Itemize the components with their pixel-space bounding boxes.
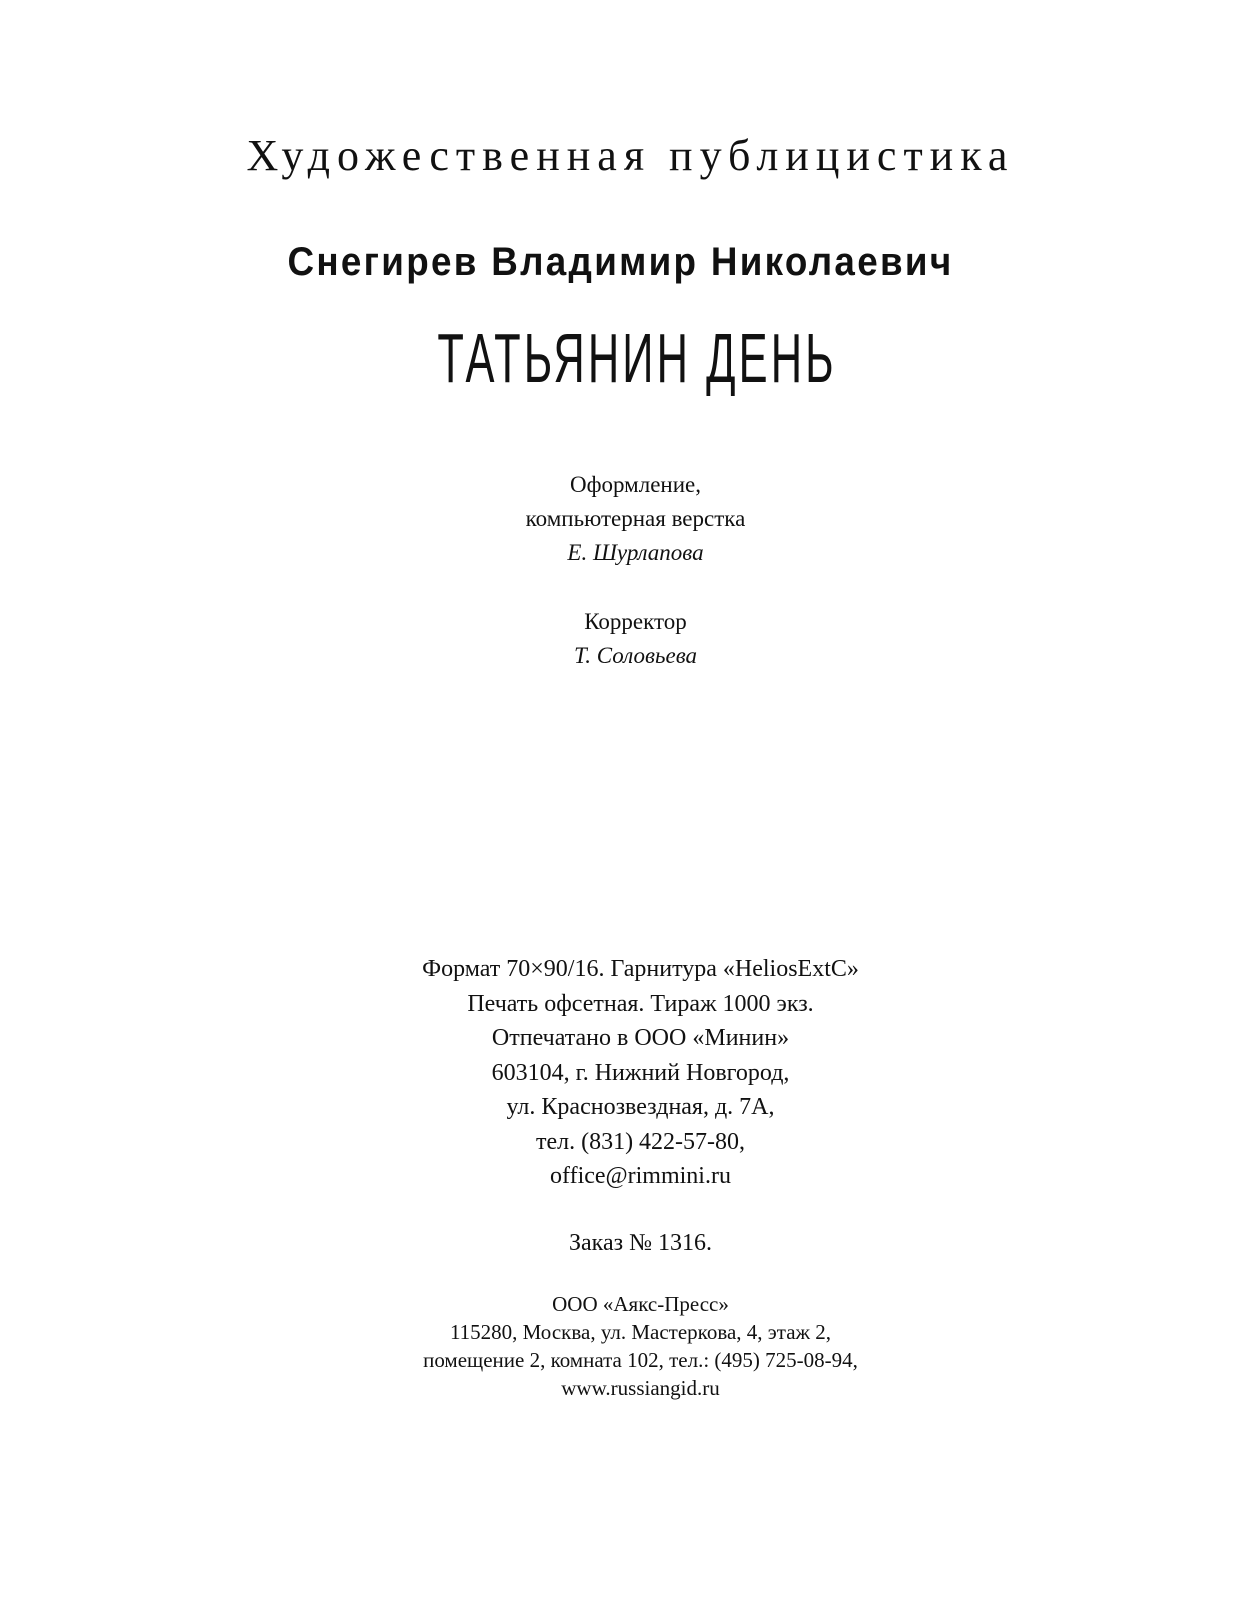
- design-label-line2: компьютерная верстка: [525, 506, 746, 531]
- corrector-credits: [0, 605, 1241, 673]
- book-title: ТАТЬЯНИН ДЕНЬ: [437, 319, 837, 397]
- order-number: [0, 1226, 1241, 1261]
- imprint-street: ул. Краснозвездная, д. 7А,: [506, 1094, 775, 1120]
- imprint-print: Печать офсетная. Тираж 1000 экз.: [467, 990, 814, 1017]
- series-title: Художественная публицистика: [246, 131, 1015, 180]
- imprint-printer: Отпечатано в ООО «Минин»: [491, 1025, 790, 1051]
- author-name: Снегирев Владимир Николаевич: [287, 240, 954, 284]
- imprint-phone: тел. (831) 422-57-80,: [535, 1128, 746, 1155]
- imprint-email: office@rimmini.ru: [550, 1163, 731, 1189]
- corrector-label: Корректор: [584, 609, 687, 634]
- design-credits: [0, 468, 1241, 570]
- design-label-line1: Оформление,: [570, 472, 701, 497]
- imprint-city: 603104, г. Нижний Новгород,: [491, 1059, 790, 1086]
- imprint-format: Формат 70×90/16. Гарнитура «HeliosExtC»: [422, 956, 859, 982]
- publisher-block: [0, 1290, 1241, 1402]
- publisher-room-phone: помещение 2, комната 102, тел.: (495) 725-08-94,: [423, 1348, 858, 1372]
- designer-name: Е. Шурлапова: [567, 540, 704, 565]
- publisher-address: 115280, Москва, ул. Мастеркова, 4, этаж 2,: [449, 1320, 832, 1344]
- publisher-website: www.russiangid.ru: [561, 1376, 720, 1400]
- corrector-name: Т. Соловьева: [573, 643, 698, 668]
- publisher-name: ООО «Аякс-Пресс»: [552, 1292, 729, 1316]
- order-line: Заказ № 1316.: [568, 1230, 712, 1256]
- imprint-block: [0, 952, 1241, 1194]
